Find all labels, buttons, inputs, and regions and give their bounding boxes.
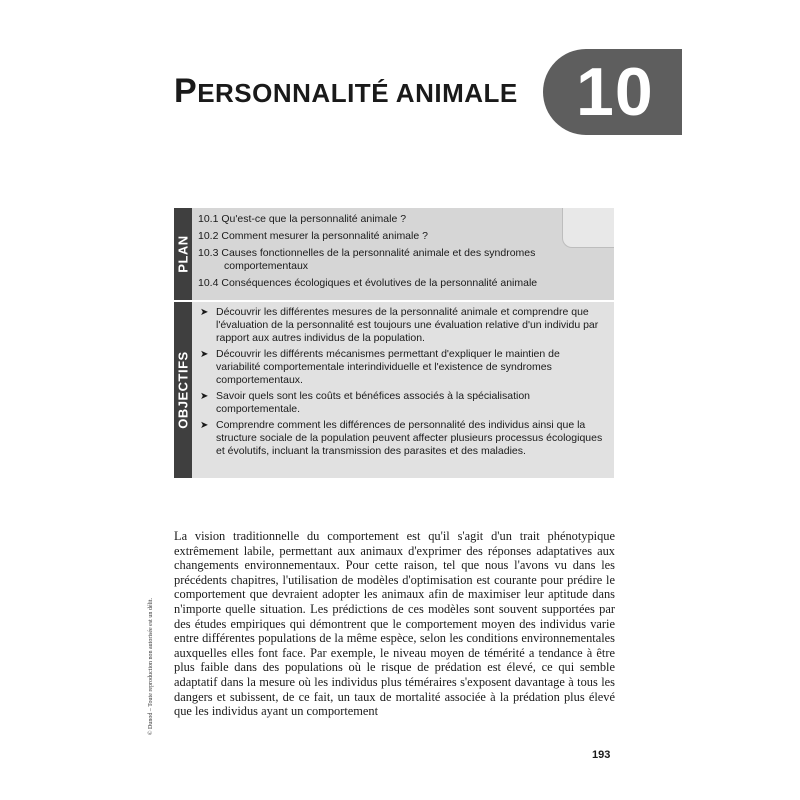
objectif-text: Découvrir les différents mécanismes permettant d'expliquer le maintien de variabilité comportementale interindividuelle et l'existence de syndromes comportementaux. bbox=[216, 348, 560, 386]
body-paragraph: La vision traditionnelle du comportement est qu'il s'agit d'un trait phénotypique extrêmement labile, permettant aux animaux d'exprimer des réponses adaptatives aux changements environnementaux. Pour cette raison, tel que nous l'avons vu dans les précédents chapitres, l'utilisation de modèles d'optimisation est courante pour prédire le comportement que devraient adopter les animaux afin de maximiser leur aptitude dans n'importe quelle situation. Les prédictions de ces modèles sont souvent supportées par des études empiriques qui démontrent que le comportement moyen des individus varie entre différentes populations de la même espèce, selon les conditions environnementales auxquelles elles font face. Par exemple, le niveau moyen de témérité a tendance à être plus faible dans des populations où le risque de prédation est élevé, ce qui semble adaptatif dans la mesure où les individus plus téméraires s'exposent davantage à tous les dangers et subissent, de ce fait, un taux de mortalité associée à la prédation plus élevé que les individus ayant un comportement bbox=[174, 529, 615, 719]
objectifs-side-label bbox=[174, 302, 192, 478]
objectifs-label: OBJECTIFS bbox=[175, 351, 191, 429]
plan-item-text: Conséquences écologiques et évolutives de la personnalité animale bbox=[221, 277, 538, 289]
plan-item-text: Qu'est-ce que la personnalité animale ? bbox=[221, 213, 407, 225]
arrow-bullet-icon: ➤ bbox=[200, 307, 209, 318]
objectif-item bbox=[198, 306, 606, 345]
plan-item-number: 10.4 bbox=[198, 277, 219, 289]
chapter-title bbox=[174, 72, 518, 111]
plan-item-text: Causes fonctionnelles de la personnalité animale et des syndromes comportementaux bbox=[221, 247, 536, 272]
objectif-item bbox=[198, 419, 606, 458]
arrow-bullet-icon: ➤ bbox=[200, 391, 209, 402]
plan-item-text: Comment mesurer la personnalité animale ? bbox=[221, 230, 428, 242]
plan-list bbox=[198, 213, 606, 294]
chapter-title-initial: P bbox=[174, 72, 198, 110]
page-number: 193 bbox=[592, 749, 611, 761]
objectif-text: Comprendre comment les différences de personnalité des individus ainsi que la structure sociale de la population peuvent affecter plusieurs processus écologiques et évolutifs, incluant la transmission des parasites et des maladies. bbox=[216, 419, 603, 457]
plan-item bbox=[198, 230, 606, 243]
chapter-title-rest: ERSONNALITÉ ANIMALE bbox=[197, 78, 518, 108]
plan-item-number: 10.3 bbox=[198, 247, 219, 259]
objectif-text: Découvrir les différentes mesures de la personnalité animale et comprendre que l'évaluation de la personnalité est toujours une évaluation relative d'un individu par rapport aux autres individus de la population. bbox=[216, 306, 599, 344]
plan-item bbox=[198, 277, 606, 290]
plan-item-number: 10.2 bbox=[198, 230, 219, 242]
arrow-bullet-icon: ➤ bbox=[200, 420, 209, 431]
plan-item bbox=[198, 247, 554, 273]
plan-item-number: 10.1 bbox=[198, 213, 219, 225]
plan-side-label bbox=[174, 208, 192, 300]
arrow-bullet-icon: ➤ bbox=[200, 349, 209, 360]
objectifs-box bbox=[174, 302, 614, 478]
plan-item bbox=[198, 213, 606, 226]
chapter-number: 10 bbox=[576, 54, 654, 130]
objectif-text: Savoir quels sont les coûts et bénéfices associés à la spécialisation comportementale. bbox=[216, 390, 531, 415]
objectif-item bbox=[198, 348, 606, 387]
plan-label: PLAN bbox=[175, 235, 191, 273]
objectif-item bbox=[198, 390, 606, 416]
objectifs-list bbox=[198, 306, 606, 461]
plan-box bbox=[174, 208, 614, 300]
copyright-notice: © Dunod – Toute reproduction non autorisée est un délit. bbox=[148, 597, 154, 735]
